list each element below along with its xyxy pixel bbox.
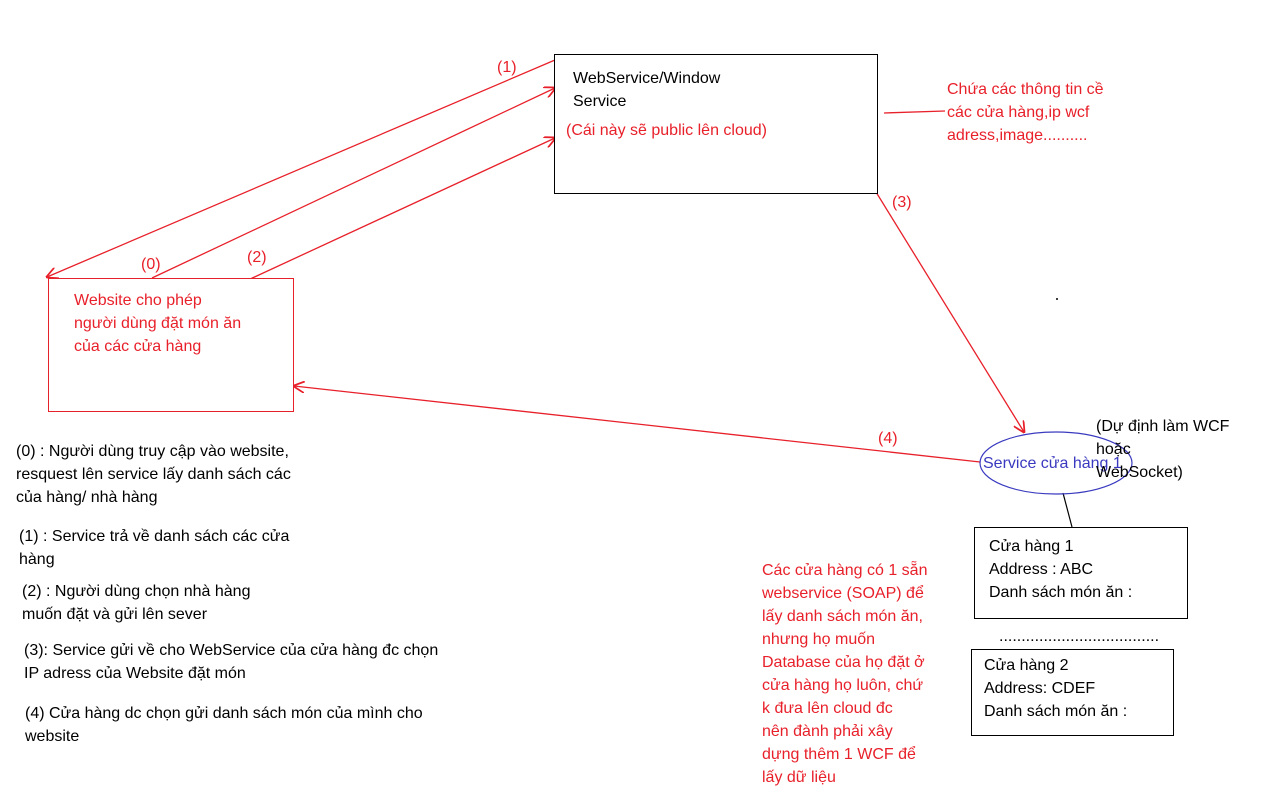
info-note: Chứa các thông tin cề các cửa hàng,ip wcf adress,image.......... (947, 81, 1104, 144)
label-3: (3) (892, 194, 912, 211)
arrow-1 (47, 60, 555, 277)
arrow-0 (152, 88, 555, 278)
label-4: (4) (878, 430, 898, 447)
store-connector (1063, 493, 1072, 527)
label-2: (2) (247, 249, 267, 266)
legend-step-0: (0) : Người dùng truy cập vào website, resquest lên service lấy danh sách các của hàng/ nhà hàng (16, 443, 291, 506)
legend-step-1: (1) : Service trả về danh sách các cửa hàng (19, 528, 290, 568)
store-box-1 (974, 527, 1188, 619)
store-2-text: Cửa hàng 2 Address: CDEF Danh sách món ăn : (984, 657, 1128, 720)
webservice-box (554, 54, 878, 194)
service-plan: (Dự định làm WCF hoặc WebSocket) (1096, 418, 1230, 481)
website-box (48, 278, 294, 412)
arrow-2 (248, 138, 555, 280)
legend-step-3: (3): Service gửi về cho WebService của cửa hàng đc chọn IP adress của Website đặt món (24, 642, 439, 682)
note-connector (884, 111, 945, 113)
legend-step-4: (4) Cửa hàng dc chọn gửi danh sách món của mình cho website (25, 705, 423, 745)
arrow-3 (876, 192, 1024, 432)
service-label: Service cửa hàng 1 (983, 455, 1122, 472)
store-dots: .................................... (999, 628, 1160, 645)
store-box-2 (971, 649, 1174, 736)
arrow-4 (294, 386, 980, 462)
website-text: Website cho phép người dùng đặt món ăn của các cửa hàng (74, 292, 242, 355)
label-1: (1) (497, 59, 517, 76)
webservice-title: WebService/Window Service (573, 70, 721, 110)
webservice-cloud-note: (Cái này sẽ public lên cloud) (566, 122, 767, 139)
store-1-text: Cửa hàng 1 Address : ABC Danh sách món ăn : (989, 538, 1133, 601)
stray-dot (1056, 298, 1058, 300)
label-0: (0) (141, 256, 161, 273)
legend-step-2: (2) : Người dùng chọn nhà hàng muốn đặt và gửi lên sever (22, 583, 251, 623)
store-note: Các cửa hàng có 1 sẵn webservice (SOAP) để lấy danh sách món ăn, nhưng họ muốn Database của họ đặt ở cửa hàng họ luôn, chứ k đưa lên cloud đc nên đành phải xây dựng thêm 1 WCF để lấy dữ liệu (762, 562, 928, 786)
